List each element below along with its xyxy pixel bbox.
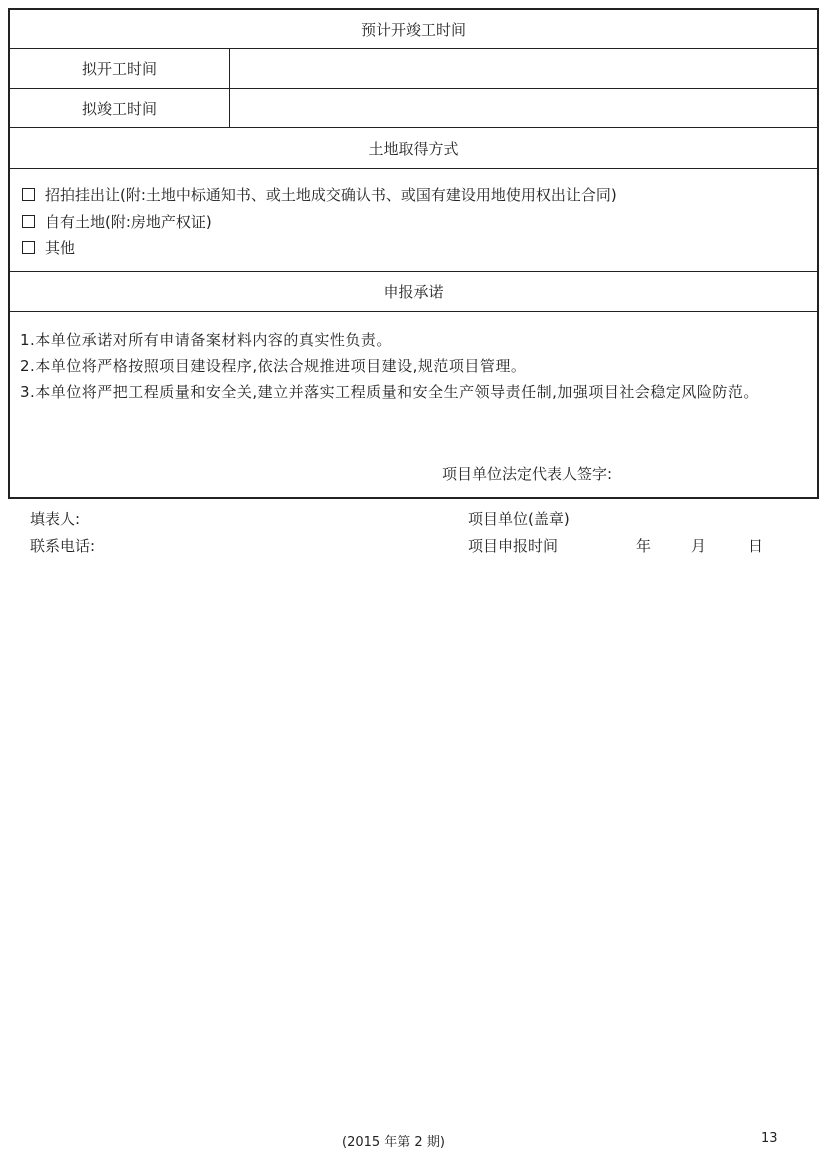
filing-form-table xyxy=(8,8,819,499)
schedule-section-title: 预计开竣工时间 xyxy=(10,10,817,49)
checkbox-icon[interactable] xyxy=(22,188,35,201)
page-number: 13 xyxy=(761,1131,778,1146)
commitment-item: 2.本单位将严格按照项目建设程序,依法合规推进项目建设,规范项目管理。 xyxy=(20,357,527,375)
start-time-label: 拟开工时间 xyxy=(10,49,230,88)
end-time-row xyxy=(10,89,817,128)
land-option-label: 招拍挂出让(附:土地中标通知书、或土地成交确认书、或国有建设用地使用权出让合同) xyxy=(45,186,617,204)
day-label: 日 xyxy=(748,537,764,555)
commitment-item: 1.本单位承诺对所有申请备案材料内容的真实性负责。 xyxy=(20,331,392,349)
land-option-other[interactable] xyxy=(22,237,75,258)
commitment-item: 3.本单位将严把工程质量和安全关,建立并落实工程质量和安全生产领导责任制,加强项目社会稳定风险防范。 xyxy=(20,383,759,401)
start-time-row xyxy=(10,49,817,89)
unit-seal-label: 项目单位(盖章) xyxy=(468,510,570,528)
checkbox-icon[interactable] xyxy=(22,215,35,228)
end-time-field[interactable] xyxy=(230,89,817,127)
land-option-label: 自有土地(附:房地产权证) xyxy=(45,213,212,231)
land-option-owned[interactable] xyxy=(22,211,212,232)
start-time-field[interactable] xyxy=(230,49,817,88)
year-label: 年 xyxy=(636,537,652,555)
filler-label: 填表人: xyxy=(30,510,81,528)
land-options xyxy=(10,169,817,272)
month-label: 月 xyxy=(691,537,707,555)
land-option-auction[interactable] xyxy=(22,184,617,205)
land-section-title: 土地取得方式 xyxy=(10,128,817,169)
filing-date-label: 项目申报时间 xyxy=(468,537,559,555)
commitment-text xyxy=(20,327,807,405)
signature-label: 项目单位法定代表人签字: xyxy=(442,465,613,483)
land-option-label: 其他 xyxy=(45,239,76,257)
checkbox-icon[interactable] xyxy=(22,241,35,254)
commitment-section-title: 申报承诺 xyxy=(10,272,817,312)
phone-label: 联系电话: xyxy=(30,537,96,555)
issue-label: (2015 年第 2 期) xyxy=(342,1135,445,1150)
end-time-label: 拟竣工时间 xyxy=(10,89,230,127)
